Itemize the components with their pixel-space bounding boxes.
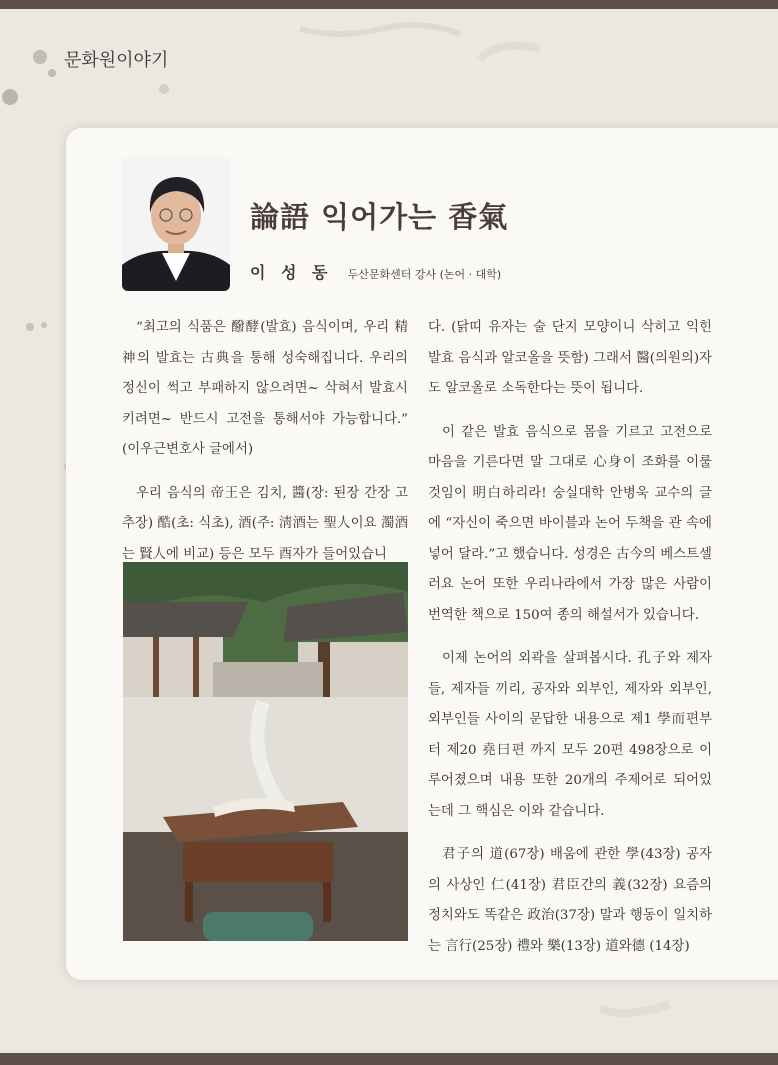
section-label: 문화원이야기 xyxy=(64,50,169,71)
paragraph: 우리 음식의 帝王은 김치, 醬(장: 된장 간장 고추장) 酷(초: 식초), 酒(주: 淸酒는 聖人이요 濁酒는 賢人에 비교) 등은 모두 酉자가 들어있습니 xyxy=(122,485,408,562)
paragraph: “최고의 식품은 醱酵(발효) 음식이며, 우리 精神의 발효는 古典을 통해 성숙해집니다. 우리의 정신이 썩고 부패하지 않으려면~ 삭혀서 발효시키려면~ 반드시 고전을 통해서야 가능합니다.” (이우근변호사 글에서) xyxy=(122,320,408,457)
paragraph: 이제 논어의 외곽을 살펴봅시다. 孔子와 제자들, 제자들 끼리, 공자와 외부인, 제자와 외부인, 외부인들 사이의 문답한 내용으로 제1 學而편부터 제20 堯曰편 까지 모두 20편 498장으로 이루어졌으며 내용 또한 20개의 주제어로 되어있는데 그 핵심은 이와 같습니다. xyxy=(428,651,712,819)
top-border xyxy=(0,0,778,9)
author-role: 두산문화센터 강사 (논어 · 대학) xyxy=(347,268,502,281)
left-column xyxy=(122,313,408,583)
article-title: 論語 익어가는 香氣 xyxy=(250,200,509,234)
bottom-border xyxy=(0,1053,778,1065)
pavilion-photo xyxy=(123,562,408,941)
author-portrait xyxy=(122,157,230,291)
right-column xyxy=(428,313,712,975)
byline xyxy=(250,260,501,283)
author-name: 이 성 동 xyxy=(250,263,333,282)
paragraph: 이 같은 발효 음식으로 몸을 기르고 고전으로 마음을 기른다면 말 그대로 心身이 조화를 이룰 것임이 明白하리라! 숭실대학 안병욱 교수의 글에 “자신이 죽으면 바이블과 논어 두책을 관 속에 넣어 달라.”고 했습니다. 성경은 古今의 베스트셀러요 논어 또한 우리나라에서 가장 많은 사람이 번역한 책으로 150여 종의 해설서가 있습니다. xyxy=(428,424,712,623)
paragraph: 君子의 道(67장) 배움에 관한 學(43장) 공자의 사상인 仁(41장) 君臣간의 義(32장) 요즘의 정치와도 똑같은 政治(37장) 말과 행동이 일치하는 言行(25장) 禮와 樂(13장) 道와德 (14장) xyxy=(428,847,712,954)
paragraph: 다. (닭띠 유자는 술 단지 모양이니 삭히고 익힌 발효 음식과 알코올을 뜻함) 그래서 醫(의원의)자도 알코올로 소독한다는 뜻이 됩니다. xyxy=(428,320,712,396)
